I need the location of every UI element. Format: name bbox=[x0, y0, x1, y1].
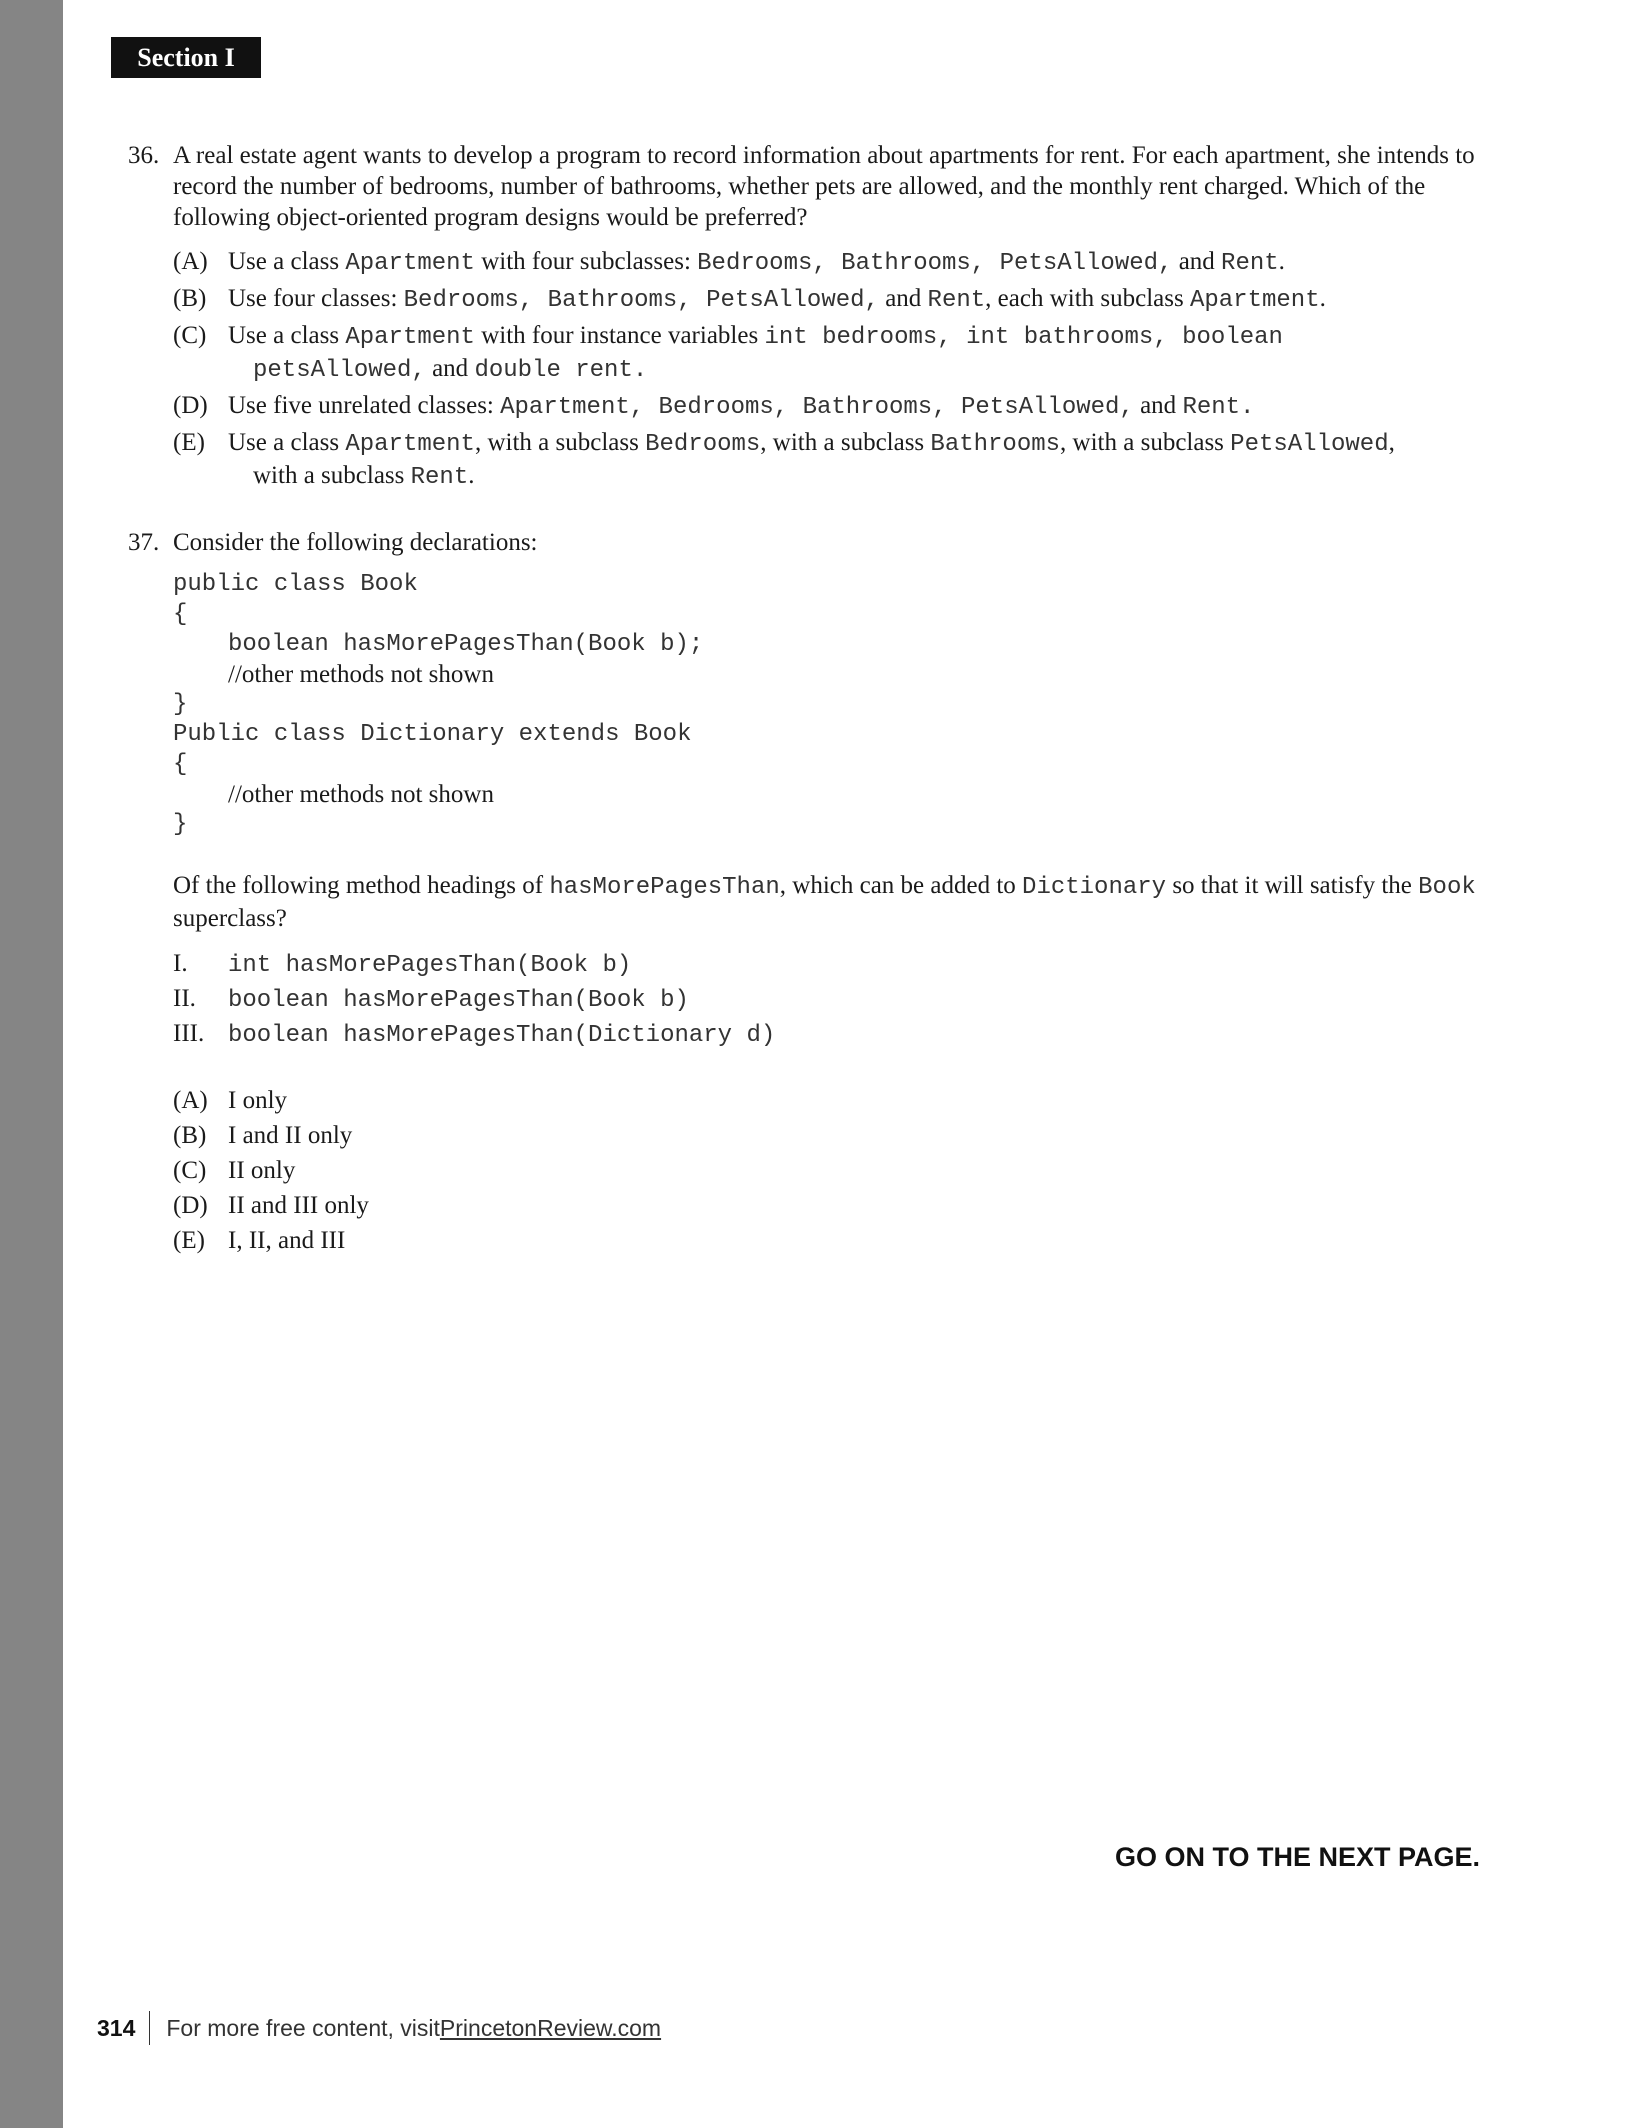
code-text: PetsAllowed bbox=[1230, 431, 1389, 458]
answer-choice bbox=[173, 283, 1478, 316]
choice-text: superclass? bbox=[173, 905, 287, 932]
code-comment: //other methods not shown bbox=[228, 661, 494, 688]
code-line: { bbox=[173, 751, 188, 778]
code-text: Bedrooms, Bathrooms, PetsAllowed, bbox=[403, 287, 879, 314]
choice-text: II only bbox=[228, 1157, 296, 1184]
code-text: Bathrooms bbox=[930, 431, 1061, 458]
footer-divider bbox=[149, 2011, 150, 2045]
choice-letter: (D) bbox=[173, 392, 208, 419]
code-text: hasMorePagesThan bbox=[549, 874, 780, 901]
choice-text: with a subclass bbox=[253, 462, 411, 489]
answer-choice bbox=[173, 427, 1478, 493]
page-footer bbox=[97, 2008, 661, 2048]
question-number: 36. bbox=[128, 142, 160, 169]
code-line: } bbox=[173, 811, 188, 838]
roman-numeral: I. bbox=[173, 950, 188, 977]
question-stem: Consider the following declarations: bbox=[173, 529, 538, 556]
page-content bbox=[128, 140, 1478, 1258]
answer-choice bbox=[173, 246, 1478, 279]
code-block bbox=[173, 570, 1478, 840]
roman-option bbox=[173, 946, 1478, 981]
go-next-page-notice: GO ON TO THE NEXT PAGE. bbox=[1114, 1842, 1480, 1872]
footer-link[interactable]: PrincetonReview.com bbox=[439, 2014, 662, 2041]
code-text: Rent bbox=[410, 464, 469, 491]
choice-letter: (E) bbox=[173, 1227, 205, 1254]
question-stem: A real estate agent wants to develop a program to record information about apartments for rent. For each apartment, she intends to record the number of bedrooms, number of bathrooms, whether pets are allowed, and the monthly rent charged. Which of the following object-oriented program designs would be preferred? bbox=[173, 142, 1475, 231]
question-36 bbox=[128, 140, 1478, 493]
code-text: int bedrooms, int bathrooms, boolean bbox=[764, 324, 1283, 351]
roman-option bbox=[173, 1016, 1478, 1051]
method-heading: boolean hasMorePagesThan(Dictionary d) bbox=[228, 1022, 776, 1049]
roman-numeral: II. bbox=[173, 985, 196, 1012]
choice-text: . bbox=[1319, 285, 1326, 312]
choice-letter: (E) bbox=[173, 429, 205, 456]
choice-text: with four subclasses: bbox=[474, 248, 698, 275]
code-text: Apartment bbox=[345, 431, 475, 458]
choice-text: . bbox=[468, 462, 475, 489]
choice-text: Use four classes: bbox=[228, 285, 404, 312]
code-text: Bedrooms bbox=[645, 431, 761, 458]
choice-text: Use five unrelated classes: bbox=[228, 392, 501, 419]
question-prompt bbox=[173, 870, 1478, 934]
choice-text: , each with subclass bbox=[985, 285, 1190, 312]
answer-choice bbox=[173, 1118, 1478, 1153]
choice-text: Use a class bbox=[228, 322, 346, 349]
choice-text: , bbox=[1388, 429, 1395, 456]
answer-choice bbox=[173, 390, 1478, 423]
code-text: Apartment bbox=[1189, 287, 1320, 314]
footer-text: For more free content, visit bbox=[166, 2014, 440, 2041]
roman-options bbox=[173, 946, 1478, 1051]
code-line: public class Book bbox=[173, 571, 418, 598]
code-text: Book bbox=[1418, 874, 1476, 901]
answer-choice bbox=[173, 1083, 1478, 1118]
code-text: Rent. bbox=[1182, 394, 1255, 421]
code-line: } bbox=[173, 691, 188, 718]
roman-option bbox=[173, 981, 1478, 1016]
code-text: double rent. bbox=[474, 357, 648, 384]
code-line: Public class Dictionary extends Book bbox=[173, 721, 692, 748]
code-text: Dictionary bbox=[1022, 874, 1167, 901]
method-heading: boolean hasMorePagesThan(Book b) bbox=[228, 987, 689, 1014]
code-text: Apartment, Bedrooms, Bathrooms, PetsAllowed, bbox=[500, 394, 1134, 421]
choice-text: Of the following method headings of bbox=[173, 872, 550, 899]
choice-letter: (B) bbox=[173, 1122, 207, 1149]
choice-letter: (C) bbox=[173, 322, 207, 349]
code-text: Apartment bbox=[345, 250, 475, 277]
choice-text: and bbox=[1133, 392, 1183, 419]
choice-letter: (A) bbox=[173, 248, 208, 275]
page-number: 314 bbox=[97, 2014, 136, 2041]
choice-text: I only bbox=[228, 1087, 288, 1114]
roman-numeral: III. bbox=[173, 1020, 205, 1047]
left-margin-bar bbox=[0, 0, 63, 2128]
question-number: 37. bbox=[128, 529, 160, 556]
code-text: petsAllowed, bbox=[253, 357, 426, 384]
choice-text: so that it will satisfy the bbox=[1166, 872, 1419, 899]
choice-letter: (A) bbox=[173, 1087, 208, 1114]
question-37 bbox=[128, 527, 1478, 1258]
code-text: Rent bbox=[1221, 250, 1279, 277]
answer-choice bbox=[173, 1223, 1478, 1258]
code-text: Bedrooms, Bathrooms, PetsAllowed, bbox=[697, 250, 1173, 277]
choice-text: II and III only bbox=[228, 1192, 369, 1219]
code-line: boolean hasMorePagesThan(Book b); bbox=[228, 631, 704, 658]
choice-text: , with a subclass bbox=[474, 429, 646, 456]
answer-choice bbox=[173, 320, 1478, 386]
answer-choice bbox=[173, 1188, 1478, 1223]
answer-choice bbox=[173, 1153, 1478, 1188]
choice-letter: (C) bbox=[173, 1157, 207, 1184]
choice-letter: (D) bbox=[173, 1192, 208, 1219]
section-label: Section I bbox=[111, 37, 261, 78]
code-text: Apartment bbox=[345, 324, 475, 351]
choice-text: Use a class bbox=[228, 248, 346, 275]
code-comment: //other methods not shown bbox=[228, 781, 494, 808]
choice-text: . bbox=[1278, 248, 1285, 275]
choice-text: and bbox=[425, 355, 475, 382]
choice-text: and bbox=[878, 285, 928, 312]
choice-text: , with a subclass bbox=[760, 429, 931, 456]
code-line: { bbox=[173, 601, 188, 628]
choice-text: and bbox=[1172, 248, 1222, 275]
method-heading: int hasMorePagesThan(Book b) bbox=[228, 952, 632, 979]
choice-text: I, II, and III bbox=[228, 1227, 346, 1254]
choice-text: I and II only bbox=[228, 1122, 353, 1149]
answer-choices bbox=[173, 1083, 1478, 1258]
choice-text: with four instance variables bbox=[474, 322, 765, 349]
choice-text: , with a subclass bbox=[1060, 429, 1231, 456]
choice-letter: (B) bbox=[173, 285, 207, 312]
code-text: Rent bbox=[927, 287, 986, 314]
choice-text: , which can be added to bbox=[779, 872, 1023, 899]
answer-choices bbox=[173, 246, 1478, 493]
choice-text: Use a class bbox=[228, 429, 346, 456]
